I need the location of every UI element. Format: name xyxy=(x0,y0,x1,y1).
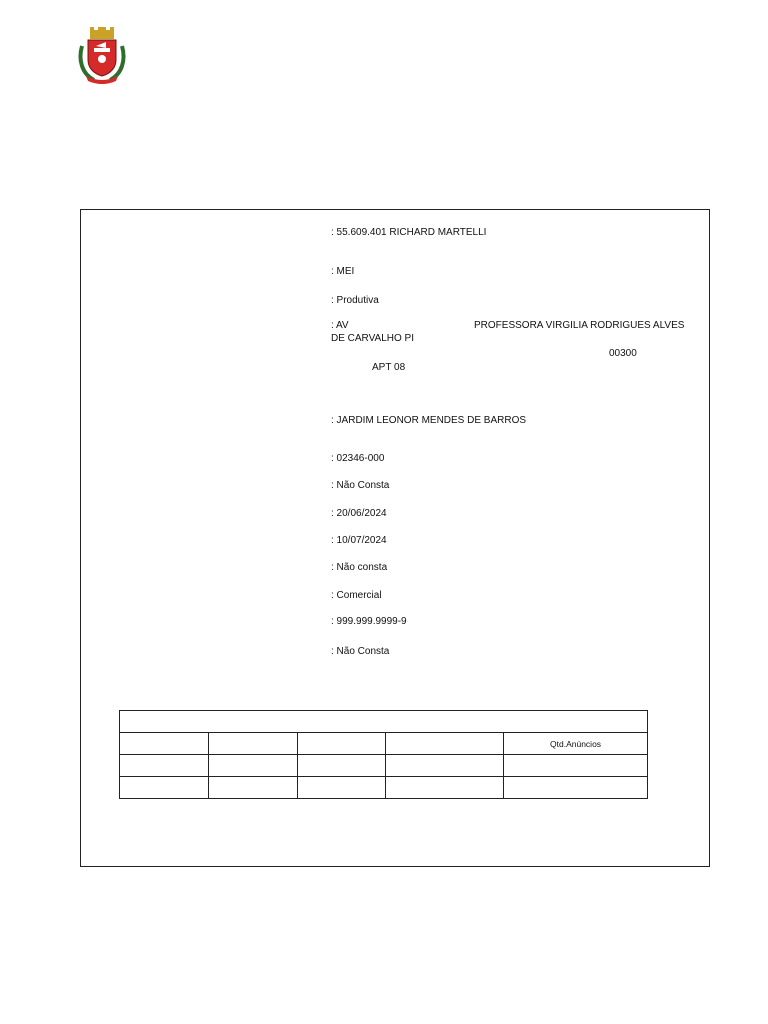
table-row xyxy=(120,755,648,777)
table-cell xyxy=(386,755,504,777)
number-value: 00300 xyxy=(609,348,637,359)
table-cell xyxy=(386,777,504,799)
category-value: : Comercial xyxy=(331,590,382,601)
zip-value: : 02346-000 xyxy=(331,453,385,464)
ads-table-header-row xyxy=(120,733,648,755)
table-cell xyxy=(120,777,209,799)
ads-table-title-row xyxy=(120,711,648,733)
ads-count-header: Qtd.Anúncios xyxy=(504,733,648,755)
field-11-value: : Não consta xyxy=(331,562,388,573)
ads-table-header-cell xyxy=(298,733,386,755)
ads-table xyxy=(119,710,648,799)
coat-of-arms-icon xyxy=(76,26,128,86)
table-cell xyxy=(298,755,386,777)
district-value: : JARDIM LEONOR MENDES DE BARROS xyxy=(331,415,527,426)
ads-table-header-cell xyxy=(120,733,209,755)
complement-value: APT 08 xyxy=(372,362,406,373)
code-value: : 999.999.9999-9 xyxy=(331,616,407,627)
street-name-continued: DE CARVALHO PI xyxy=(331,333,414,344)
table-cell xyxy=(504,777,648,799)
status-value: : Produtiva xyxy=(331,295,379,306)
type-value: : MEI xyxy=(331,266,355,277)
table-cell xyxy=(209,755,298,777)
name-value: : 55.609.401 RICHARD MARTELLI xyxy=(331,227,487,238)
date-1-value: : 20/06/2024 xyxy=(331,508,387,519)
ads-table-title xyxy=(120,711,648,733)
street-name-value: PROFESSORA VIRGILIA RODRIGUES ALVES xyxy=(474,320,685,331)
date-2-value: : 10/07/2024 xyxy=(331,535,387,546)
table-row xyxy=(120,777,648,799)
ads-table-header-cell xyxy=(209,733,298,755)
table-cell xyxy=(120,755,209,777)
street-type-value: : AV xyxy=(331,320,349,331)
field-14-value: : Não Consta xyxy=(331,646,390,657)
table-cell xyxy=(209,777,298,799)
table-cell xyxy=(298,777,386,799)
field-8-value: : Não Consta xyxy=(331,480,390,491)
ads-table-header-cell xyxy=(386,733,504,755)
table-cell xyxy=(504,755,648,777)
